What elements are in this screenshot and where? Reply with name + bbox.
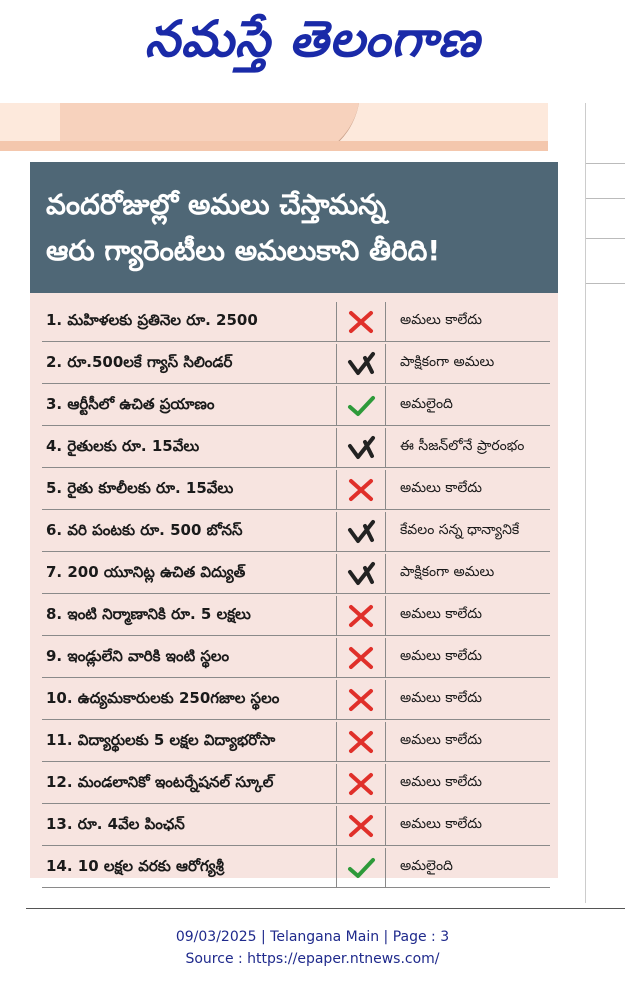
guarantee-item: 2. రూ.500లకే గ్యాస్ సిలిండర్ <box>46 352 233 371</box>
guarantee-item: 10. ఉద్యమకారులకు 250గజాల స్థలం <box>46 688 280 707</box>
footer-source: Source : https://epaper.ntnews.com/ <box>185 951 440 967</box>
column-rule <box>586 198 625 199</box>
guarantees-card <box>30 162 558 878</box>
partial-check-icon <box>336 344 386 383</box>
cross-icon <box>336 806 386 845</box>
guarantee-item: 3. ఆర్టీసీలో ఉచిత ప్రయాణం <box>46 394 215 413</box>
status-label: అమలు కాలేదు <box>400 480 483 496</box>
headline-line-1: వందరోజుల్లో అమలు చేస్తామన్న <box>46 187 387 221</box>
status-label: కేవలం సన్న ధాన్యానికే <box>400 522 520 538</box>
table-row <box>42 596 550 636</box>
masthead-title: నమస్తే తెలంగాణ <box>144 9 481 68</box>
table-row <box>42 848 550 888</box>
table-row <box>42 764 550 804</box>
guarantee-item: 11. విద్యార్థులకు 5 లక్షల విద్యాభరోసా <box>46 730 276 749</box>
check-icon <box>336 386 386 425</box>
status-label: అమలైంది <box>400 396 453 412</box>
footer-divider <box>26 908 625 909</box>
cross-icon <box>336 638 386 677</box>
table-row <box>42 638 550 678</box>
cross-icon <box>336 302 386 341</box>
table-row <box>42 470 550 510</box>
table-row <box>42 722 550 762</box>
cross-icon <box>336 680 386 719</box>
table-row <box>42 344 550 384</box>
status-label: అమలు కాలేదు <box>400 312 483 328</box>
guarantee-item: 6. వరి పంటకు రూ. 500 బోనస్ <box>46 520 243 539</box>
guarantee-item: 5. రైతు కూలీలకు రూ. 15వేలు <box>46 478 234 497</box>
guarantee-item: 7. 200 యూనిట్ల ఉచిత విద్యుత్ <box>46 562 246 581</box>
illustration-bar <box>0 141 548 151</box>
status-label: అమలు కాలేదు <box>400 648 483 664</box>
partial-check-icon <box>336 554 386 593</box>
cross-icon <box>336 722 386 761</box>
status-label: అమలైంది <box>400 858 453 874</box>
status-label: అమలు కాలేదు <box>400 606 483 622</box>
guarantee-item: 8. ఇంటి నిర్మాణానికి రూ. 5 లక్షలు <box>46 604 251 623</box>
guarantee-item: 12. మండలానికో ఇంటర్నేషనల్ స్కూల్ <box>46 772 274 791</box>
headline-line-2: ఆరు గ్యారెంటీలు అమలుకాని తీరిది! <box>46 233 441 267</box>
cross-icon <box>336 596 386 635</box>
partial-check-icon <box>336 512 386 551</box>
guarantee-item: 1. మహిళలకు ప్రతినెల రూ. 2500 <box>46 310 258 329</box>
masthead <box>0 0 625 90</box>
guarantee-item: 9. ఇండ్లులేని వారికి ఇంటి స్థలం <box>46 646 230 665</box>
check-icon <box>336 848 386 887</box>
illustration-strip <box>0 103 548 151</box>
status-label: అమలు కాలేదు <box>400 732 483 748</box>
table-row <box>42 806 550 846</box>
column-rule <box>586 283 625 284</box>
table-row <box>42 512 550 552</box>
partial-check-icon <box>336 428 386 467</box>
table-row <box>42 680 550 720</box>
column-rule <box>586 238 625 239</box>
status-label: పాక్షికంగా అమలు <box>400 564 495 580</box>
guarantee-item: 4. రైతులకు రూ. 15వేలు <box>46 436 200 455</box>
table-row <box>42 554 550 594</box>
adjacent-column-clipping <box>585 103 625 903</box>
column-rule <box>586 163 625 164</box>
status-label: అమలు కాలేదు <box>400 690 483 706</box>
status-label: ఈ సీజన్‌లోనే ప్రారంభం <box>400 438 525 454</box>
cross-icon <box>336 764 386 803</box>
guarantee-item: 13. రూ. 4వేల పింఛన్ <box>46 814 185 833</box>
footer-date-page: 09/03/2025 | Telangana Main | Page : 3 <box>175 929 450 945</box>
table-row <box>42 302 550 342</box>
table-row <box>42 428 550 468</box>
cross-icon <box>336 470 386 509</box>
guarantees-table <box>42 302 550 890</box>
status-label: అమలు కాలేదు <box>400 816 483 832</box>
card-header <box>30 162 558 293</box>
status-label: పాక్షికంగా అమలు <box>400 354 495 370</box>
guarantee-item: 14. 10 లక్షల వరకు ఆరోగ్యశ్రీ <box>46 856 224 875</box>
table-row <box>42 386 550 426</box>
status-label: అమలు కాలేదు <box>400 774 483 790</box>
